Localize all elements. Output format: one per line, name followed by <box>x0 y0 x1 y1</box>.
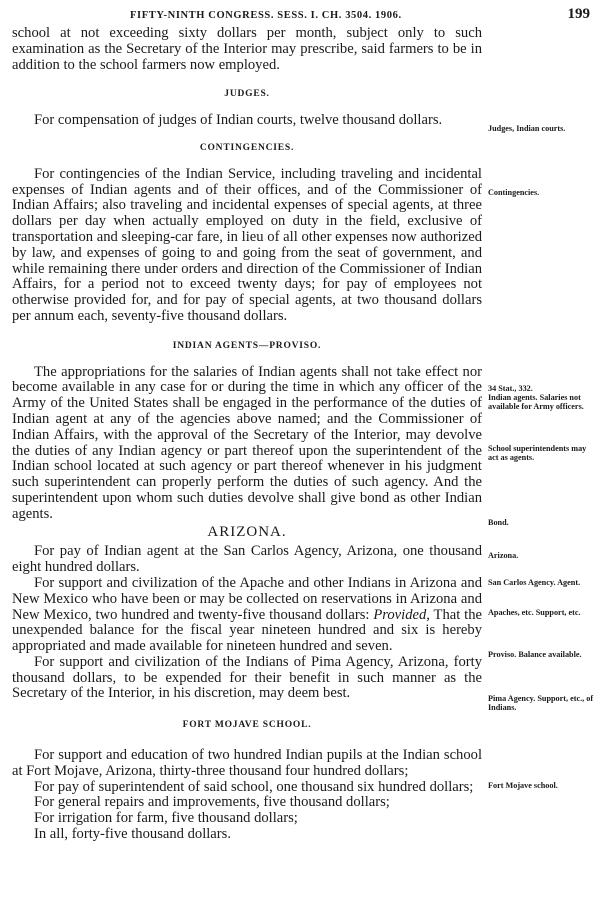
running-head-title: FIFTY-NINTH CONGRESS. SESS. I. CH. 3504. 1906. <box>130 10 402 21</box>
fort-mojave-paragraph-2: For pay of superintendent of said school, one thousand six hundred dollars; <box>34 778 474 795</box>
margin-note-agents: Indian agents. Salaries not available for Army officers. <box>488 393 584 412</box>
margin-note-stat-ref: 34 Stat., 332. <box>488 384 533 393</box>
fort-mojave-paragraph-5: In all, forty-five thousand dollars. <box>34 826 231 843</box>
margin-note-san-carlos: San Carlos Agency. Agent. <box>488 578 581 587</box>
agents-proviso-paragraph: The appropriations for the salaries of Indian agents shall not take effect nor become available in any case for or during the time in which any officer of the Army of the United States shall be engaged in the performance of the duties of Indian agent at any of the agencies above named; and the Commissioner of Indian Affairs, with the approval of the Secretary of the Interior, may devolve the duties of any Indian agency or part thereof upon the superintendent of the Indian school located at such agency or part thereof whenever in his judgment such superintendent can properly perform the duties of such agency. And the superintendent upon whom such duties devolve shall give bond as other Indian agents. <box>12 363 482 522</box>
fort-mojave-paragraph-4: For irrigation for farm, five thousand dollars; <box>34 810 298 827</box>
apache-paragraph <box>12 576 482 655</box>
contingencies-paragraph: For contingencies of the Indian Service, including traveling and incidental expenses of Indian agents and of their offices, and of the Commissioner of Indian Affairs; also traveling and incidental expenses of special agents, at three dollars per day when actually employed on duty in the field, exclusive of transportation and sleeping-car fare, in lieu of all other expenses now authorized by law, and expenses of going to and going from the seat of government, and while remaining there under orders and direction of the Commissioner of Indian Affairs, for a period not to exceed twenty days; for pay of employees not otherwise provided for, and for pay of special agents, at two thousand dollars per annum each, seventy-five thousand dollars. <box>12 165 482 324</box>
margin-note-arizona: Arizona. <box>488 551 519 560</box>
running-head <box>0 6 600 26</box>
margin-note-contingencies: Contingencies. <box>488 188 540 197</box>
apache-text-after: That the unexpended balance for the fiscal year nineteen hundred and six is hereby appropriated and made available for nineteen hundred and seven. <box>12 606 482 655</box>
judges-paragraph: For compensation of judges of Indian courts, twelve thousand dollars. <box>34 112 443 129</box>
margin-note-fort-mojave: Fort Mojave school. <box>488 781 558 790</box>
arizona-heading: ARIZONA. <box>207 523 287 540</box>
margin-note-superintendents: School superintendents may act as agents. <box>488 444 587 463</box>
margin-note-bond: Bond. <box>488 518 509 527</box>
pima-paragraph: For support and civilization of the Indians of Pima Agency, Arizona, forty thousand dollars, to be expended for their benefit in such manner as the Secretary of the Interior, in his discretion, may deem best. <box>12 653 482 702</box>
fort-mojave-heading: FORT MOJAVE SCHOOL. <box>182 720 312 731</box>
margin-note-proviso: Proviso. Balance available. <box>488 650 582 659</box>
contingencies-heading: CONTINGENCIES. <box>199 142 295 153</box>
page-number: 199 <box>567 6 590 22</box>
main-text-column <box>12 26 482 843</box>
margin-note-judges: Judges, Indian courts. <box>488 124 566 133</box>
margin-note-apaches: Apaches, etc. Support, etc. <box>488 608 581 617</box>
fort-mojave-paragraph-3: For general repairs and improvements, five thousand dollars; <box>34 794 390 811</box>
intro-paragraph: school at not exceeding sixty dollars per month, subject only to such examination as the Secretary of the Interior may prescribe, said farmers to be in addition to the school farmers now employed. <box>12 25 482 73</box>
margin-note-pima: Pima Agency. Support, etc., of Indians. <box>488 694 594 713</box>
san-carlos-paragraph: For pay of Indian agent at the San Carlos Agency, Arizona, one thousand eight hundred dollars. <box>12 543 482 576</box>
apache-text-before: For support and civilization of the Apache and other Indians in Arizona and New Mexico who have been or may be collected on reservations in Arizona and New Mexico, two hundred and twenty-five thousand dollars: <box>12 574 482 623</box>
fort-mojave-paragraph-1: For support and education of two hundred Indian pupils at the Indian school at Fort Mojave, Arizona, thirty-three thousand four hundred dollars; <box>12 747 482 779</box>
agents-proviso-heading: INDIAN AGENTS—PROVISO. <box>172 340 322 351</box>
judges-heading: JUDGES. <box>224 89 270 100</box>
provided-keyword: Provided, <box>373 606 430 623</box>
